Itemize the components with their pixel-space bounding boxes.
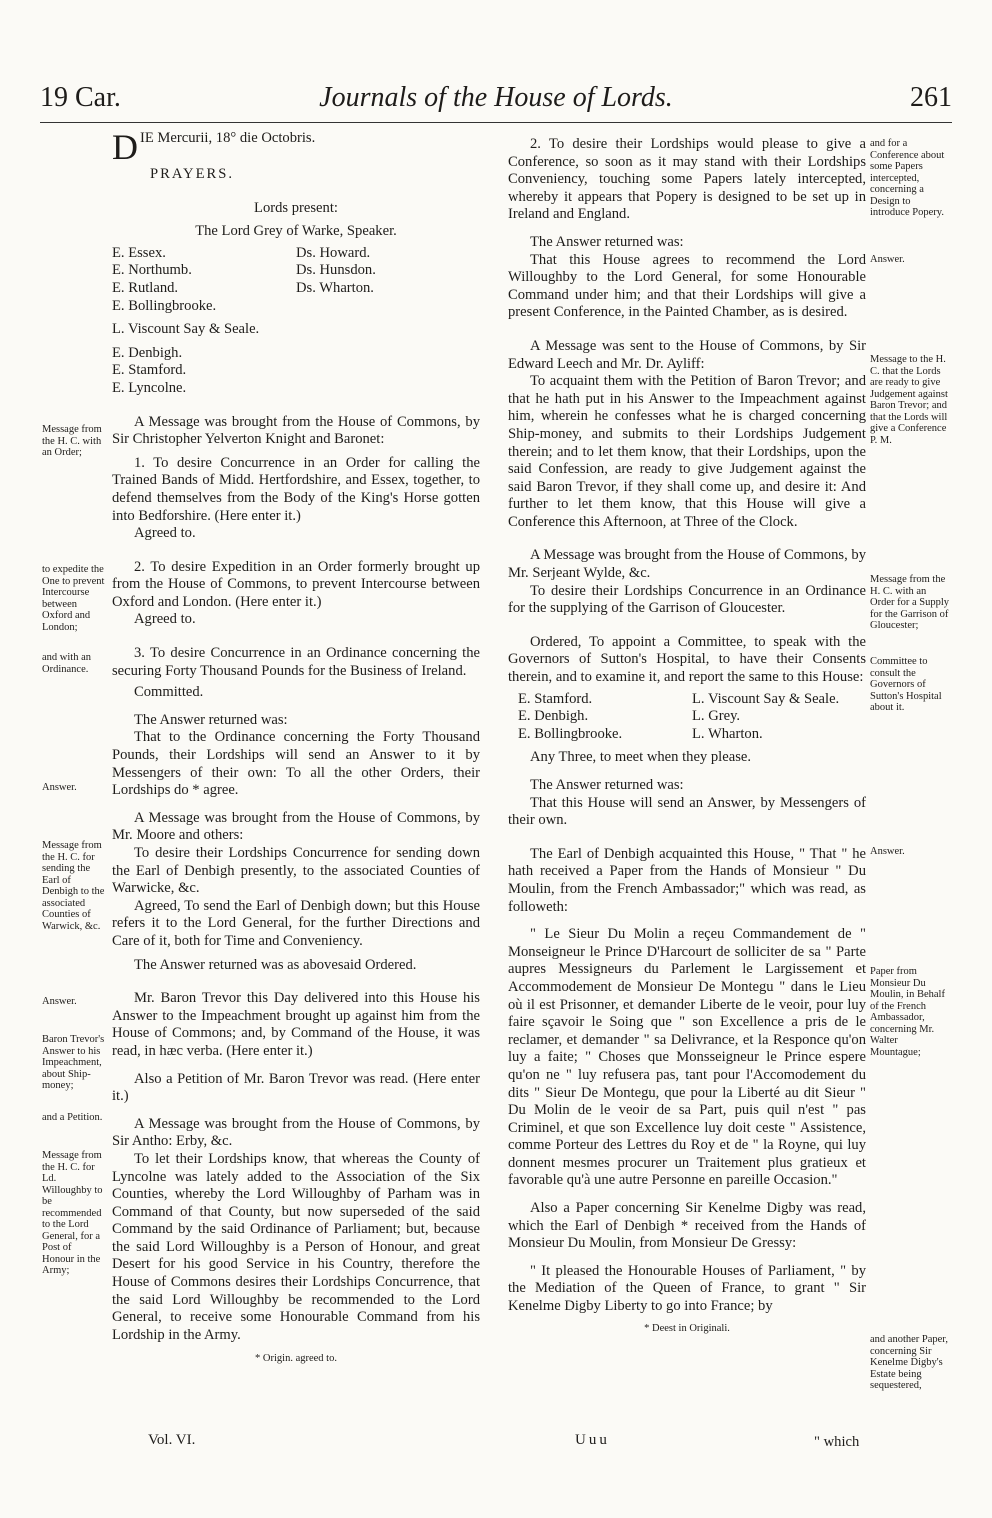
paragraph: A Message was brought from the House of Commons, by Mr. Serjeant Wylde, &c. xyxy=(508,547,866,582)
lord-entry: E. Denbigh. xyxy=(112,344,183,361)
answer-heading: The Answer returned was: xyxy=(530,233,684,250)
answer-heading: The Answer returned was: xyxy=(530,777,684,793)
lord-entry: E. Denbigh. xyxy=(518,708,589,725)
lords-present-heading: Lords present: xyxy=(254,199,338,216)
catchword: " which xyxy=(814,1434,860,1450)
drop-cap: D xyxy=(112,127,138,167)
lord-entry: L. Viscount Say & Seale. xyxy=(112,321,260,338)
margin-note: Answer. xyxy=(870,254,905,265)
french-letter: " Le Sieur Du Molin a reçeu Commandement de " Monseigneur le Prince D'Harcourt de solliciter de sa " Parte aupres Messigneurs du Parlement le Largissement et Accommodement de Monsieur De Montegu " dans le Lieu où il est Prisonner, et demander Liberte de le veoir, pour luy faire sçavoir le Soing que " son Excellence a pris de le reclamer, et demander " sa Delivrance, et la Responce qu'on luy a faite; " Choses que Monsseigneur le Prince espere qu'on ne " luy refusera pas, tant pour l'Accomodement du dits " Sieur De Montegu, que pour la Liberté au dit Sieur " Du Molin de le veoir de sa Part, puis quil n'est " pas Criminel, et que son Excellence luy doit ceste " Assistence, comme Porteur des Lettres du Roy et de " la Royne, qui luy donnent mesmes procurer un Traitement plus gratieux et favorable qu'à une autre Personne en pareille Occasion." xyxy=(508,926,866,1189)
paragraph: That this House will send an Answer, by Messengers of their own. xyxy=(508,794,866,829)
committed-line: Committed. xyxy=(134,684,204,701)
lords-list xyxy=(112,245,480,315)
lord-entry: E. Northumb. xyxy=(112,262,192,279)
header-title: Journals of the House of Lords. xyxy=(319,82,673,113)
signature-mark: Uuu xyxy=(575,1432,610,1448)
lord-entry: E. Rutland. xyxy=(112,279,179,296)
lord-entry: E. Lyncolne. xyxy=(112,379,187,396)
header-rule xyxy=(40,122,952,123)
answer-heading: The Answer returned was: xyxy=(134,711,288,728)
page-number: 261 xyxy=(910,82,952,113)
agreed-line: Agreed to. xyxy=(134,611,196,628)
paragraph: To acquaint them with the Petition of Baron Trevor; and that he hath put in his Answer to the Impeachment against him, wherein he confesses what he is charged concerning Ship-money, and submits to their Lordships Judgement therein; and to let them know, that their Lordships, upon the said Confession, are ready to give Judgement against the said Baron Trevor, if they shall come up, and desire it: And further to let them know, that this House will give a Conference this Afternoon, at Three of the Clock. xyxy=(508,373,866,530)
paragraph: 1. To desire Concurrence in an Order for calling the Trained Bands of Midd. Hertfordshire, and Essex, together, to defend themselves from the Body of the King's Horse gotten into Bedforshire. (Here enter it.) xyxy=(112,454,480,524)
paragraph: To let their Lordships know, that whereas the County of Lyncolne was lately added to the Association of the Six Counties, whereby the Lord Willoughby of Parham was in Command of that County, but now superseded of the said Command by the said Ordinance of Parliament; but, because the said Lord Willoughby is a Person of Honour, and great Desert for his good Service in his Country, therefore the House of Commons desires their Lordships Concurrence, that the said Lord Willoughby be recommended to the Lord General, to receive some Honourable Command from his Lordship in the Army. xyxy=(112,1150,480,1343)
paragraph: Any Three, to meet when they please. xyxy=(530,749,751,766)
margin-note: Committee to consult the Governors of Sutton's Hospital about it. xyxy=(870,656,942,713)
date-line: DIE Mercurii, 18° die Octobris. xyxy=(112,127,316,167)
paragraph: The Answer returned was as abovesaid Ordered. xyxy=(134,956,417,973)
margin-note: and a Petition. xyxy=(42,1112,103,1123)
margin-note: Answer. xyxy=(42,996,77,1007)
agreed-line: Agreed to. xyxy=(134,525,196,542)
lord-entry: E. Stamford. xyxy=(518,690,593,707)
lord-entry: Ds. Wharton. xyxy=(296,279,374,296)
lord-entry: E. Bollingbrooke. xyxy=(518,725,623,742)
margin-note: Answer. xyxy=(42,782,77,793)
paragraph: Also a Paper concerning Sir Kenelme Digby was read, which the Earl of Denbigh * received from the Hands of Monsieur Du Moulin, from Monsieur De Gressy: xyxy=(508,1200,866,1252)
paragraph: Ordered, To appoint a Committee, to speak with the Governors of Sutton's Hospital, to have their Consents therein, and to examine it, and report the same to this House: xyxy=(508,633,866,686)
margin-note: and with an Ordinance. xyxy=(42,652,91,675)
margin-note: Paper from Monsieur Du Moulin, in Behalf of the French Ambassador, concerning Mr. Walter Mountague; xyxy=(870,966,945,1058)
paragraph: A Message was brought from the House of Commons, by Mr. Moore and others: xyxy=(112,809,480,844)
lord-entry: E. Essex. xyxy=(112,244,166,261)
lord-entry: E. Bollingbrooke. xyxy=(112,297,217,314)
prayers: PRAYERS. xyxy=(150,166,235,182)
paragraph: To desire their Lordships Concurrence in an Ordinance for the supplying of the Garrison of Gloucester. xyxy=(508,582,866,617)
paragraph: Also a Petition of Mr. Baron Trevor was read. (Here enter it.) xyxy=(112,1070,480,1105)
lord-entry: E. Stamford. xyxy=(112,362,187,379)
footnote: * Deest in Originali. xyxy=(644,1322,730,1334)
paragraph: The Earl of Denbigh acquainted this House, " That " he hath received a Paper from the Hands of Monsieur " Du Moulin, from the French Ambassador;" which was read, as followeth: xyxy=(508,845,866,915)
margin-note: Message from the H. C. with an Order for a Supply for the Garrison of Gloucester; xyxy=(870,574,950,631)
paragraph: 3. To desire Concurrence in an Ordinance concerning the securing Forty Thousand Pounds for the Business of Ireland. xyxy=(112,645,480,679)
margin-note: Message from the H. C. with an Order; xyxy=(42,424,102,458)
paragraph: A Message was brought from the House of Commons, by Sir Antho: Erby, &c. xyxy=(112,1115,480,1150)
margin-note: Baron Trevor's Answer to his Impeachment, about Ship-money; xyxy=(42,1034,105,1091)
committee-list xyxy=(508,691,866,744)
lord-entry: Ds. Howard. xyxy=(296,244,371,261)
left-column xyxy=(112,127,480,1368)
paragraph: To desire their Lordships Concurrence for sending down the Earl of Denbigh presently, to the associated Counties of Warwicke, &c. xyxy=(112,845,480,897)
paragraph: A Message was brought from the House of Commons, by Sir Christopher Yelverton Knight and Baronet: xyxy=(112,413,480,448)
footnote: * Origin. agreed to. xyxy=(255,1353,337,1365)
paragraph: Mr. Baron Trevor this Day delivered into this House his Answer to the Impeachment brought up against him from the House of Commons; and, by Command of the House, it was read, in hæc verba. (Here enter it.) xyxy=(112,990,480,1059)
paragraph: That to the Ordinance concerning the Forty Thousand Pounds, their Lordships will send an Answer to it by Messengers of their own: To all the other Orders, their Lordships do * agree. xyxy=(112,729,480,799)
paragraph: 2. To desire Expedition in an Order formerly brought up from the House of Commons, to prevent Intercourse between Oxford and London. (Here enter it.) xyxy=(112,558,480,610)
margin-note: Message from the H. C. for sending the Earl of Denbigh to the associated Counties of Warwick, &c. xyxy=(42,840,105,932)
margin-note: Answer. xyxy=(870,846,905,857)
margin-note: to expedite the One to prevent Intercourse between Oxford and London; xyxy=(42,564,105,633)
margin-note: and another Paper, concerning Sir Kenelme Digby's Estate being sequestered, xyxy=(870,1334,949,1391)
lord-entry: L. Grey. xyxy=(692,708,741,725)
paragraph: Agreed, To send the Earl of Denbigh down; but this House refers it to the Lord General, for the further Directions and Care of it, both for Time and Conveniency. xyxy=(112,897,480,949)
paragraph: A Message was sent to the House of Commons, by Sir Edward Leech and Mr. Dr. Ayliff: xyxy=(508,337,866,372)
lord-entry: L. Wharton. xyxy=(692,725,763,742)
margin-note: and for a Conference about some Papers intercepted, concerning a Design to introduce Popery. xyxy=(870,138,945,218)
paragraph: That this House agrees to recommend the Lord Willoughby to the Lord General, for some Honourable Command under him; and that their Lordships will give a present Conference, in the Painted Chamber, as is desired. xyxy=(508,251,866,321)
header-left: 19 Car. xyxy=(40,82,121,113)
volume-mark: Vol. VI. xyxy=(148,1432,196,1448)
margin-note: Message from the H. C. for Ld. Willoughby to be recommended to the Lord General, for a Post of Honour in the Army; xyxy=(42,1150,103,1276)
paragraph: " It pleased the Honourable Houses of Parliament, " by the Mediation of the Queen of France, to grant " Sir Kenelme Digby Liberty to go into France; by xyxy=(508,1262,866,1315)
lord-entry: Ds. Hunsdon. xyxy=(296,262,376,279)
running-header xyxy=(40,82,952,122)
margin-note: Message to the H. C. that the Lords are ready to give Judgement against Baron Trevor; and that the Lords will give a Conference P. M. xyxy=(870,354,948,446)
speaker-line: The Lord Grey of Warke, Speaker. xyxy=(195,223,397,240)
right-column xyxy=(508,136,866,1337)
lord-entry: L. Viscount Say & Seale. xyxy=(692,690,840,707)
paragraph: 2. To desire their Lordships would please to give a Conference, so soon as it may stand with their Lordships Conveniency, touching some Papers lately intercepted, whereby it appears that Popery is designed to be set up in Ireland and England. xyxy=(508,136,866,223)
